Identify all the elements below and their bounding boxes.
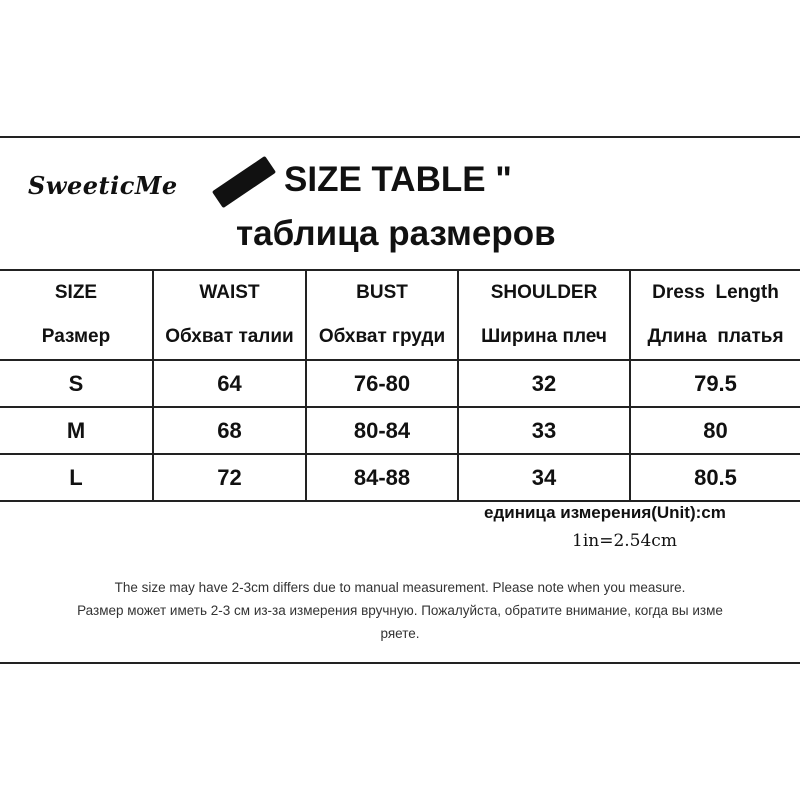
title-english: SIZE TABLE " bbox=[284, 160, 512, 199]
cell-shoulder: 32 bbox=[458, 360, 630, 407]
table-row bbox=[0, 454, 800, 501]
header-shoulder: SHOULDER Ширина плеч bbox=[458, 270, 630, 360]
cell-waist: 64 bbox=[153, 360, 306, 407]
cell-bust: 80-84 bbox=[306, 407, 458, 454]
header-row bbox=[0, 270, 800, 360]
note-english: The size may have 2-3cm differs due to manual measurement. Please note when you measure. bbox=[114, 580, 686, 595]
header-size: SIZE Размер bbox=[0, 270, 153, 360]
note-russian-continued: ряете. bbox=[380, 626, 420, 641]
table-row bbox=[0, 360, 800, 407]
cell-size: S bbox=[0, 360, 153, 407]
cell-shoulder: 33 bbox=[458, 407, 630, 454]
inch-conversion: 1in=2.54cm bbox=[572, 531, 677, 551]
title-russian: таблица размеров bbox=[236, 214, 556, 253]
cell-length: 80.5 bbox=[630, 454, 800, 501]
cell-bust: 84-88 bbox=[306, 454, 458, 501]
cell-waist: 68 bbox=[153, 407, 306, 454]
cell-size: M bbox=[0, 407, 153, 454]
cell-length: 79.5 bbox=[630, 360, 800, 407]
decorative-bar bbox=[212, 156, 276, 208]
chart-header bbox=[0, 138, 800, 271]
table-row bbox=[0, 407, 800, 454]
cell-waist: 72 bbox=[153, 454, 306, 501]
cell-shoulder: 34 bbox=[458, 454, 630, 501]
header-dress-length: Dress Length Длина платья bbox=[630, 270, 800, 360]
cell-bust: 76-80 bbox=[306, 360, 458, 407]
unit-label: единица измерения(Unit):cm bbox=[484, 503, 726, 522]
header-waist: WAIST Обхват талии bbox=[153, 270, 306, 360]
cell-length: 80 bbox=[630, 407, 800, 454]
brand-logo: SweeticMe bbox=[28, 171, 178, 200]
note-russian: Размер может иметь 2-3 см из-за измерения вручную. Пожалуйста, обратите внимание, когда вы изме bbox=[77, 603, 723, 618]
header-bust: BUST Обхват груди bbox=[306, 270, 458, 360]
size-table bbox=[0, 269, 800, 502]
size-chart bbox=[0, 136, 800, 664]
cell-size: L bbox=[0, 454, 153, 501]
